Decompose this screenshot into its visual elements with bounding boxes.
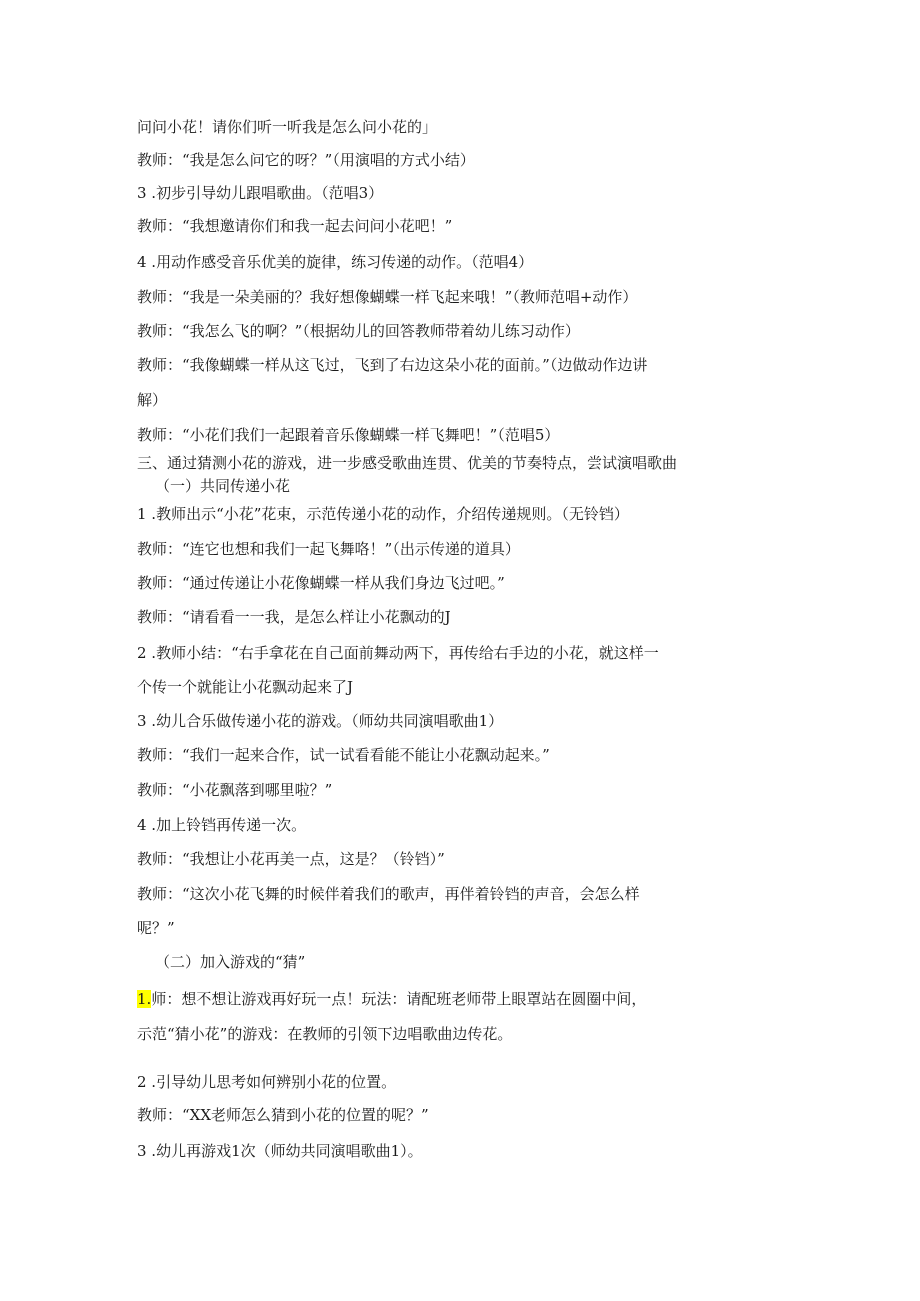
text-line: 3 .幼儿合乐做传递小花的游戏。（师幼共同演唱歌曲1） xyxy=(137,712,504,730)
text-line: 3 .幼儿再游戏1次（师幼共同演唱歌曲1）。 xyxy=(137,1142,423,1160)
text-line: 教师：“XX老师怎么猜到小花的位置的呢？” xyxy=(137,1106,429,1124)
text-line: 教师：“我像蝴蝶一样从这飞过，飞到了右边这朵小花的面前。”（边做动作边讲 xyxy=(137,356,648,374)
text-line: 个传一个就能让小花飘动起来了J xyxy=(137,678,354,696)
text-line: 教师：“我想让小花再美一点，这是？（铃铛）” xyxy=(137,850,445,868)
text-line: 教师：“连它也想和我们一起飞舞咯！”（出示传递的道具） xyxy=(137,540,520,558)
highlighted-number: 1. xyxy=(137,990,152,1008)
text-line: 2 .引导幼儿思考如何辨别小花的位置。 xyxy=(137,1073,397,1091)
text-line: 问问小花！请你们听一听我是怎么问小花的」 xyxy=(137,118,438,136)
text-line: 4 .加上铃铛再传递一次。 xyxy=(137,816,307,834)
text-line: 3 .初步引导幼儿跟唱歌曲。（范唱3） xyxy=(137,184,384,202)
text-line: 教师：“我是怎么问它的呀？”（用演唱的方式小结） xyxy=(137,151,475,169)
text-line: 教师：“我怎么飞的啊？”（根据幼儿的回答教师带着幼儿练习动作） xyxy=(137,322,580,340)
text-line: 解） xyxy=(137,391,168,409)
section-heading: 三、通过猜测小花的游戏，进一步感受歌曲连贯、优美的节奏特点，尝试演唱歌曲 xyxy=(137,454,678,472)
subsection-heading: （二）加入游戏的“猜” xyxy=(155,953,306,971)
text-line: 教师：“请看看一一我，是怎么样让小花飘动的J xyxy=(137,608,451,626)
text-line: 教师：“这次小花飞舞的时候伴着我们的歌声，再伴着铃铛的声音，会怎么样 xyxy=(137,885,640,903)
text-line: 教师：“通过传递让小花像蝴蝶一样从我们身边飞过吧。” xyxy=(137,574,505,592)
text-line: 呢？” xyxy=(137,919,175,937)
text-line: 教师：“我想邀请你们和我一起去问问小花吧！” xyxy=(137,217,453,235)
text-line: 教师：“我们一起来合作，试一试看看能不能让小花飘动起来。” xyxy=(137,746,550,764)
subsection-heading: （一）共同传递小花 xyxy=(155,477,291,495)
text-line xyxy=(137,989,646,1009)
text-line: 2 .教师小结：“右手拿花在自己面前舞动两下，再传给右手边的小花，就这样一 xyxy=(137,644,659,662)
text-line: 教师：“我是一朵美丽的？我好想像蝴蝶一样飞起来哦！”（教师范唱+动作） xyxy=(137,288,638,306)
text-line: 教师：“小花飘落到哪里啦？” xyxy=(137,781,333,799)
text-line: 4 .用动作感受音乐优美的旋律，练习传递的动作。（范唱4） xyxy=(137,253,534,271)
text-line: 示范“猜小花”的游戏：在教师的引领下边唱歌曲边传花。 xyxy=(137,1025,513,1043)
text-fragment: 师：想不想让游戏再好玩一点！玩法：请配班老师带上眼罩站在圆圈中间， xyxy=(151,990,647,1008)
text-line: 1 .教师出示“小花”花束，示范传递小花的动作，介绍传递规则。（无铃铛） xyxy=(137,505,629,523)
text-line: 教师：“小花们我们一起跟着音乐像蝴蝶一样飞舞吧！”（范唱5） xyxy=(137,426,560,444)
